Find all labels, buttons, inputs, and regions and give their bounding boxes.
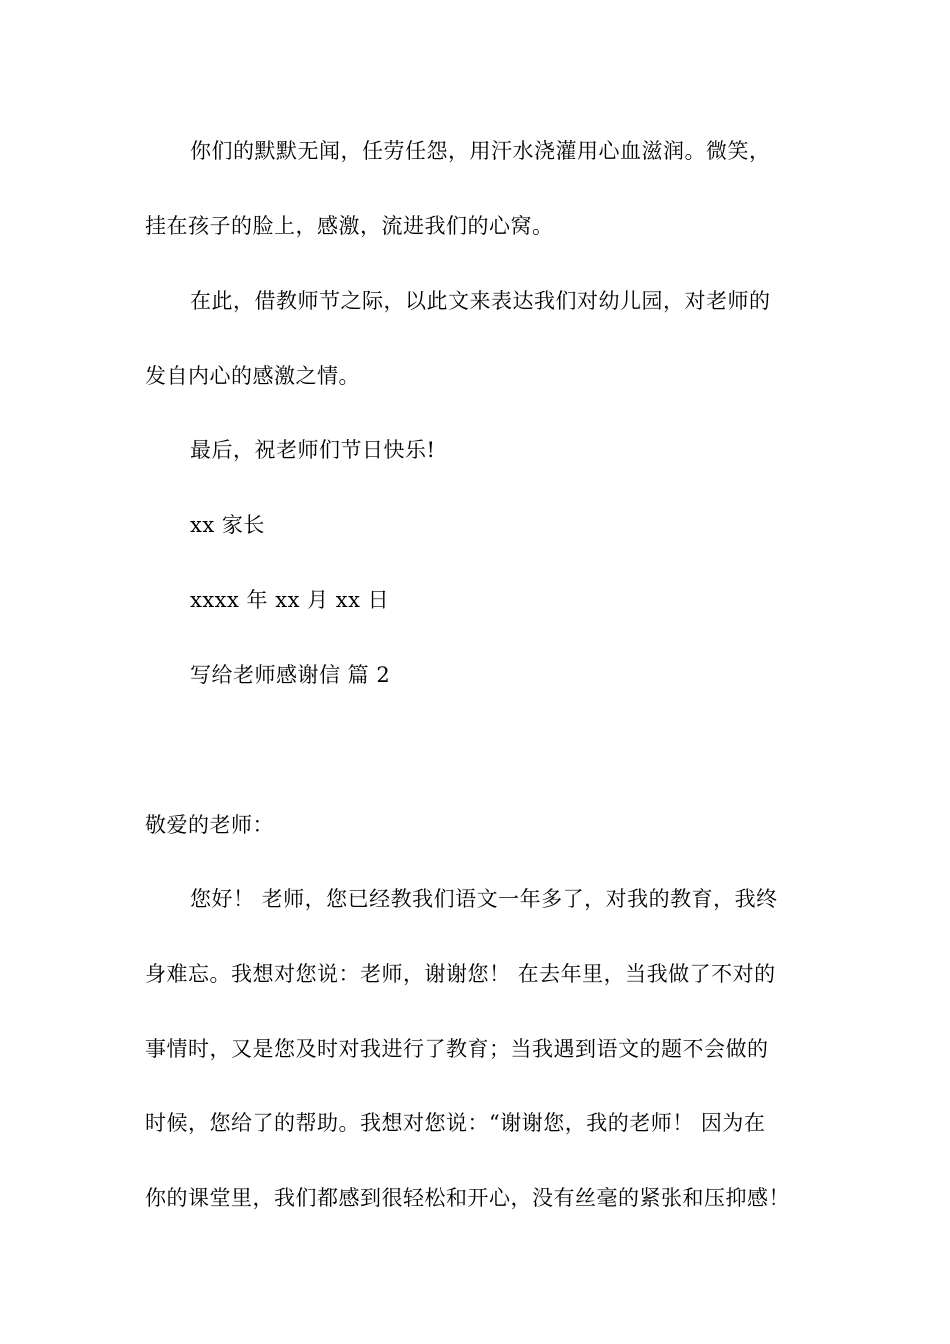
paragraph-line: 在此，借教师节之际，以此文来表达我们对幼儿园，对老师的: [190, 289, 771, 313]
paragraph-line: 挂在孩子的脸上，感激，流进我们的心窝。: [145, 214, 554, 238]
paragraph-line: 您好！ 老师，您已经教我们语文一年多了，对我的教育，我终: [190, 887, 778, 911]
paragraph-line: 事情时，又是您及时对我进行了教育；当我遇到语文的题不会做的: [145, 1037, 769, 1061]
paragraph-line: 最后，祝老师们节日快乐!: [190, 438, 436, 462]
paragraph-line: 身难忘。我想对您说：老师，谢谢您！ 在去年里，当我做了不对的: [145, 962, 776, 986]
paragraph-line: 时候，您给了的帮助。我想对您说：“谢谢您，我的老师！ 因为在: [145, 1111, 766, 1135]
paragraph-line: 你们的默默无闻，任劳任怨，用汗水浇灌用心血滋润。微笑，: [190, 139, 771, 163]
section-heading: 写给老师感谢信 篇 2: [190, 663, 391, 687]
signature-line: xx 家长: [190, 513, 265, 537]
paragraph-line: 发自内心的感激之情。: [145, 364, 360, 388]
date-line: xxxx 年 xx 月 xx 日: [190, 588, 390, 612]
salutation-line: 敬爱的老师：: [145, 813, 274, 837]
paragraph-line: 你的课堂里，我们都感到很轻松和开心，没有丝毫的紧张和压抑感！: [145, 1186, 790, 1210]
